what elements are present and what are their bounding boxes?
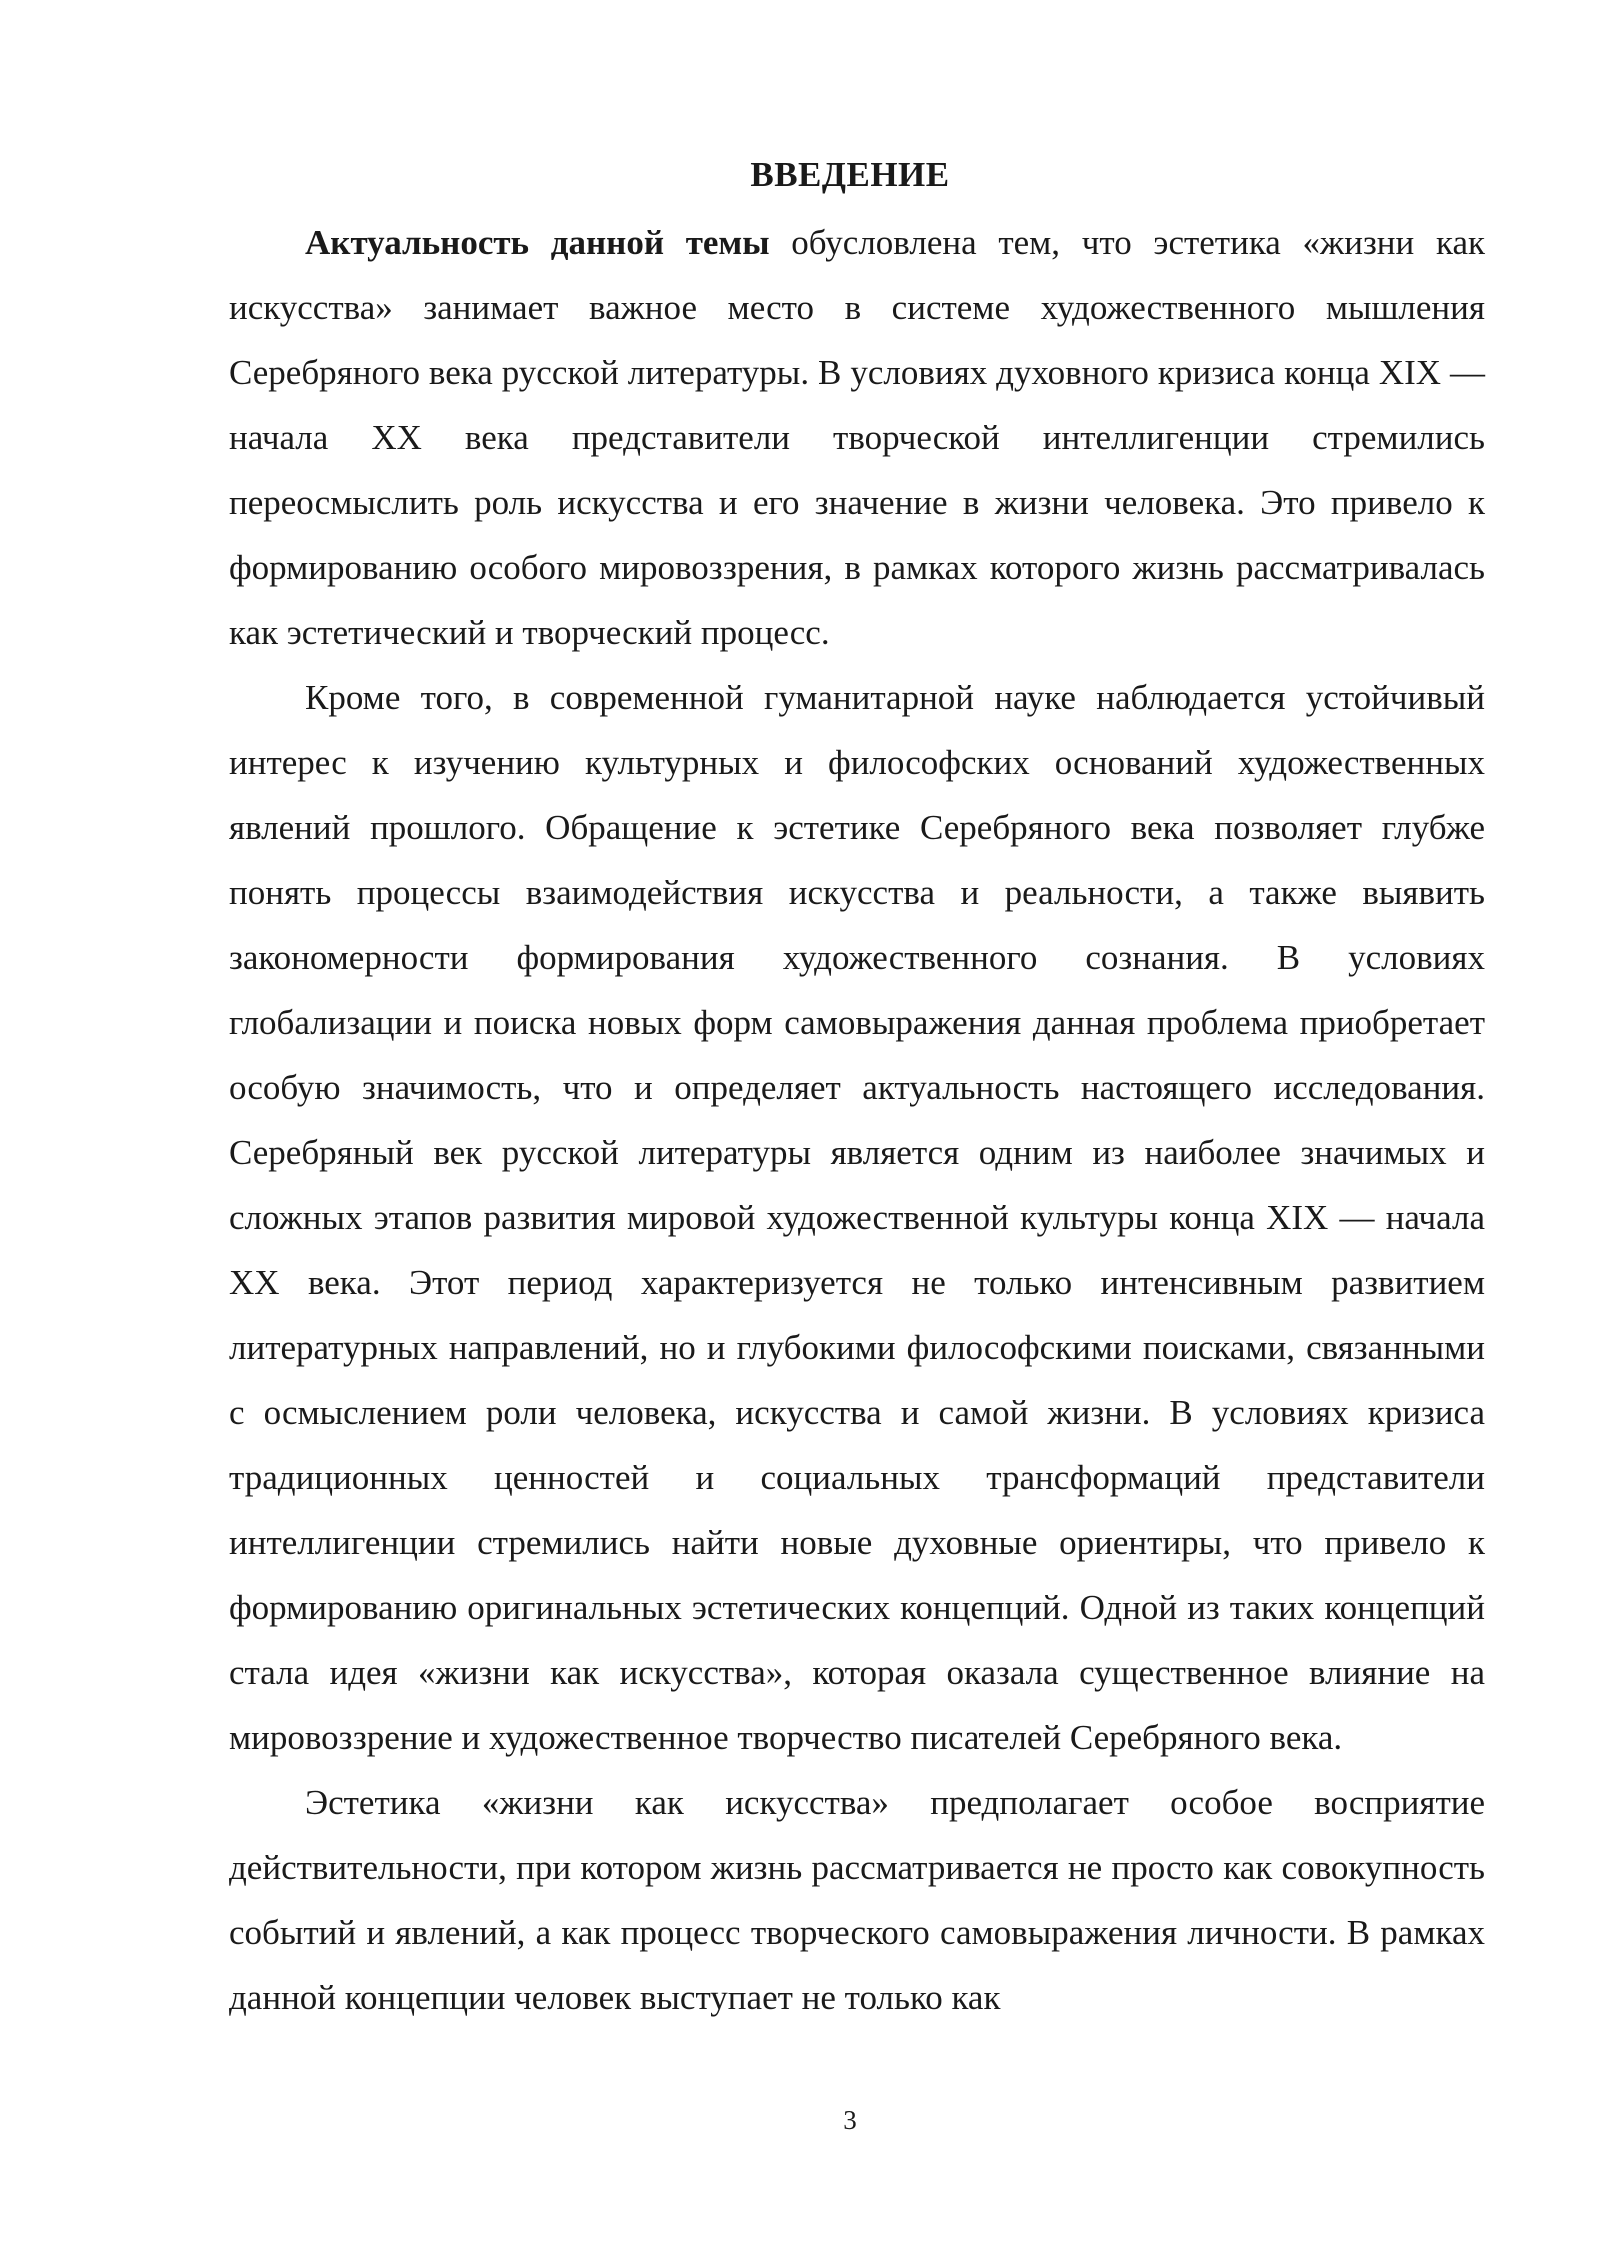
page-number: 3 <box>843 2105 857 2135</box>
body-text <box>229 210 1485 2030</box>
paragraph-context <box>229 665 1485 1770</box>
paragraph-aesthetics <box>229 1770 1485 2030</box>
paragraph-relevance <box>229 210 1485 665</box>
relevance-lead-bold: Актуальность данной темы <box>305 223 770 262</box>
paragraph-text: Кроме того, в современной гуманитарной науке наблюдается устойчивый интерес к изучению культурных и философских оснований художественных явлений прошлого. Обращение к эстетике Серебряного века позволяет глубже понять процессы взаимодействия искусства и реальности, а также выявить закономерности формирования художественного сознания. В условиях глобализации и поиска новых форм самовыражения данная проблема приобретает особую значимость, что и определяет актуальность настоящего исследования. Серебряный век русской литературы является одним из наиболее значимых и сложных этапов развития мировой художественной культуры конца XIX — начала XX века. Этот период характеризуется не только интенсивным развитием литературных направлений, но и глубокими философскими поисками, связанными с осмыслением роли человека, искусства и самой жизни. В условиях кризиса традиционных ценностей и социальных трансформаций представители интеллигенции стремились найти новые духовные ориентиры, что привело к формированию оригинальных эстетических концепций. Одной из таких концепций стала идея «жизни как искусства», которая оказала существенное влияние на мировоззрение и художественное творчество писателей Серебряного века. <box>229 678 1485 1757</box>
section-heading: ВВЕДЕНИЕ <box>750 155 950 194</box>
paragraph-text: Эстетика «жизни как искусства» предполагает особое восприятие действительности, при котором жизнь рассматривается не просто как совокупность событий и явлений, а как процесс творческого самовыражения личности. В рамках данной концепции человек выступает не только как <box>229 1783 1485 2017</box>
paragraph-text: обусловлена тем, что эстетика «жизни как искусства» занимает важное место в системе художественного мышления Серебряного века русской литературы. В условиях духовного кризиса конца XIX — начала XX века представители творческой интеллигенции стремились переосмыслить роль искусства и его значение в жизни человека. Это привело к формированию особого мировоззрения, в рамках которого жизнь рассматривалась как эстетический и творческий процесс. <box>229 223 1485 652</box>
